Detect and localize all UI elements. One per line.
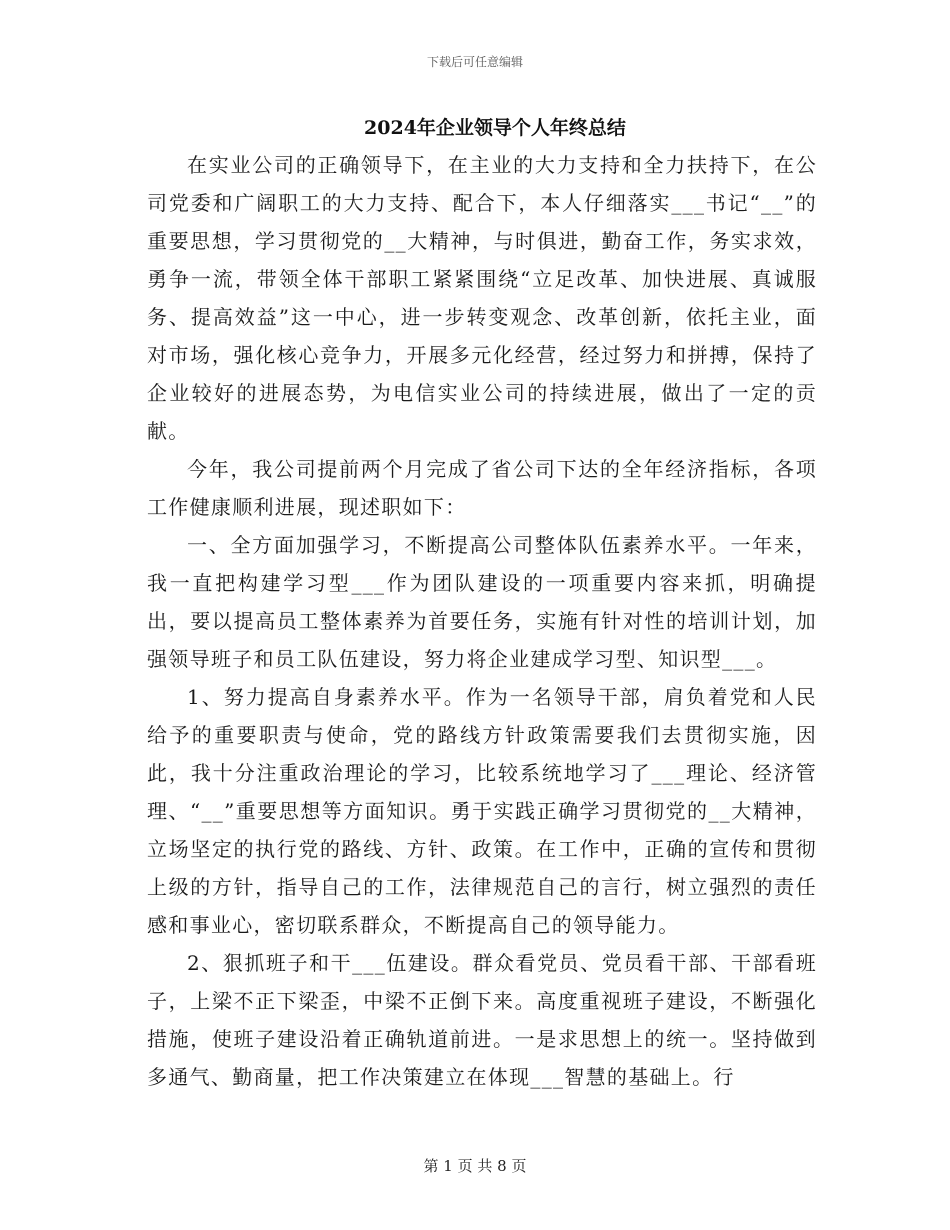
- paragraph-summary: 今年，我公司提前两个月完成了省公司下达的全年经济指标，各项工作健康顺利进展，现述职如下：: [147, 457, 817, 519]
- page-number-footer: 第 1 页 共 8 页: [423, 1157, 527, 1175]
- page-title: 2024年企业领导个人年终总结: [364, 117, 626, 139]
- paragraph-section-1: 一、全方面加强学习，不断提高公司整体队伍素养水平。一年来，我一直把构建学习型___作为团队建设的一项重要内容来抓，明确提出，要以提高员工整体素养为首要任务，实施有针对性的培训计划，加强领导班子和员工队伍建设，努力将企业建成学习型、知识型___。: [147, 533, 817, 671]
- document-body: [147, 146, 817, 1096]
- paragraph-item-1: 1、努力提高自身素养水平。作为一名领导干部，肩负着党和人民给予的重要职责与使命，党的路线方针政策需要我们去贯彻实施，因此，我十分注重政治理论的学习，比较系统地学习了___理论、经济管理、“__”重要思想等方面知识。勇于实践正确学习贯彻党的__大精神，立场坚定的执行党的路线、方针、政策。在工作中，正确的宣传和贯彻上级的方针，指导自己的工作，法律规范自己的言行，树立强烈的责任感和事业心，密切联系群众，不断提高自己的领导能力。: [147, 685, 817, 937]
- page-header-note: 下载后可任意编辑: [426, 55, 523, 69]
- paragraph-item-2: 2、狠抓班子和干___伍建设。群众看党员、党员看干部、干部看班子，上梁不正下梁歪，中梁不正倒下来。高度重视班子建设，不断强化措施，使班子建设沿着正确轨道前进。一是求思想上的统一。坚持做到多通气、勤商量，把工作决策建立在体现___智慧的基础上。行: [147, 951, 817, 1089]
- paragraph-intro: 在实业公司的正确领导下，在主业的大力支持和全力扶持下，在公司党委和广阔职工的大力支持、配合下，本人仔细落实___书记“__”的重要思想，学习贯彻党的__大精神，与时俱进，勤奋工作，务实求效，勇争一流，带领全体干部职工紧紧围绕“立足改革、加快进展、真诚服务、提高效益”这一中心，进一步转变观念、改革创新，依托主业，面对市场，强化核心竞争力，开展多元化经营，经过努力和拼搏，保持了企业较好的进展态势，为电信实业公司的持续进展，做出了一定的贡献。: [147, 153, 817, 443]
